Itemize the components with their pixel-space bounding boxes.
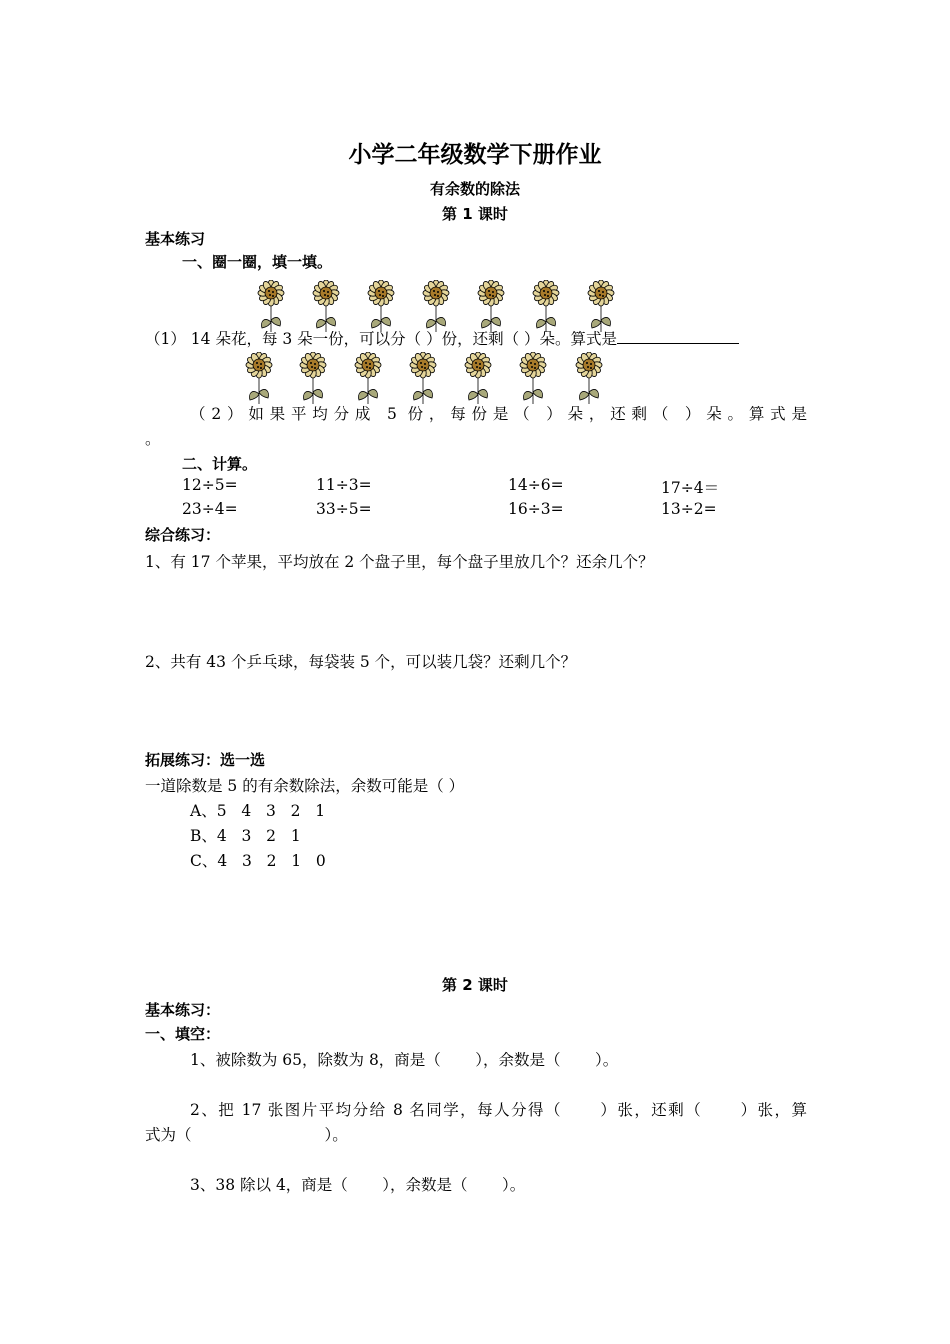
page-title: 小学二年级数学下册作业 <box>348 142 602 168</box>
sunflower-icon <box>408 352 438 408</box>
sunflower-icon <box>244 352 274 408</box>
lesson2-heading: 第 2 课时 <box>442 976 508 994</box>
sunflower-icon <box>574 352 604 408</box>
word-problem-2: 2、共有 43 个乒乓球，每袋装 5 个，可以装几袋？还剩几个？ <box>145 653 577 671</box>
choice-option-b: B、4 3 2 1 <box>190 827 301 845</box>
calc-cell: 16÷3= <box>508 500 564 518</box>
calc-cell: 23÷4= <box>182 500 238 518</box>
part2-title: 二、计算。 <box>182 455 258 473</box>
choice-question: 一道除数是 5 的有余数除法，余数可能是（ ） <box>145 777 465 795</box>
answer-blank <box>617 342 739 344</box>
sunflower-icon <box>298 352 328 408</box>
lesson2-question-3: 3、38 除以 4，商是（ ），余数是（ ）。 <box>190 1176 526 1194</box>
calc-cell: 11÷3= <box>316 476 372 494</box>
calc-cell: 17÷4＝ <box>661 479 720 497</box>
lesson2-question-1: 1、被除数为 65，除数为 8，商是（ ），余数是（ ）。 <box>190 1051 619 1069</box>
calc-cell: 33÷5= <box>316 500 372 518</box>
question-1 <box>145 327 739 349</box>
choice-option-c: C、4 3 2 1 0 <box>190 852 326 870</box>
section-subtitle: 有余数的除法 <box>429 180 520 198</box>
sunflower-icon <box>353 352 383 408</box>
lesson2-basic-label: 基本练习： <box>145 1001 221 1019</box>
comprehensive-label: 综合练习： <box>145 526 221 544</box>
question-2-line2: 。 <box>145 430 161 448</box>
sunflower-icon <box>518 352 548 408</box>
question-1-text: （1） 14 朵花，每 3 朵一份，可以分（ ）份，还剩（ ）朵。算式是 <box>145 330 618 348</box>
lesson2-question-2-line2: 式为（ ）。 <box>145 1126 348 1144</box>
part1-title: 一、圈一圈，填一填。 <box>182 253 333 271</box>
lesson2-question-2-line1: 2、把 17 张图片平均分给 8 名同学，每人分得（ ）张，还剩（ ）张，算 <box>190 1101 807 1119</box>
word-problem-1: 1、有 17 个苹果，平均放在 2 个盘子里，每个盘子里放几个？还余几个？ <box>145 553 654 571</box>
sunflower-icon <box>463 352 493 408</box>
basic-practice-label: 基本练习 <box>145 230 206 248</box>
lesson2-part1-title: 一、填空： <box>145 1025 221 1043</box>
lesson1-heading: 第 1 课时 <box>442 205 508 223</box>
extension-label: 拓展练习：选一选 <box>145 751 266 769</box>
choice-option-a: A、5 4 3 2 1 <box>190 802 326 820</box>
calc-cell: 13÷2= <box>661 500 717 518</box>
calc-cell: 14÷6= <box>508 476 564 494</box>
question-2-line1: （2）如果平均分成 5 份，每份是（ ）朵，还剩（ ）朵。算式是 <box>190 405 807 423</box>
calc-cell: 12÷5= <box>182 476 238 494</box>
